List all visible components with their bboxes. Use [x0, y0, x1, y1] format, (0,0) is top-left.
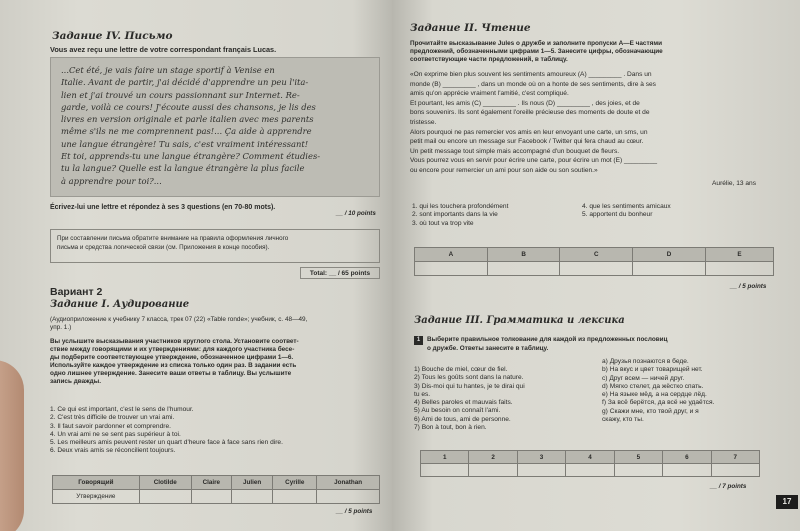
list-item: a) Друзья познаются в беде. [602, 358, 689, 365]
list-item: 2) Tous les goûts sont dans la nature. [414, 374, 524, 382]
table-header: Jonathan [317, 476, 380, 490]
total-score: Total: __ / 65 points [300, 267, 380, 279]
task4-intro: Vous avez reçu une lettre de votre correspondant français Lucas. [50, 45, 277, 54]
list-item: 2. sont importants dans la vie [412, 211, 498, 219]
task2-title: Задание II. Чтение [410, 22, 531, 34]
list-item: скажу, кто ты. [602, 416, 644, 424]
instruction-line: ды подберите соответствующее утверждение, обозначенное цифрами 1—6. [50, 354, 294, 361]
meaning-list [602, 358, 782, 424]
answer-cell[interactable] [415, 262, 488, 276]
listening-instructions [50, 338, 385, 386]
table-header: D [633, 248, 706, 262]
note-line: При составлении письма обратите внимание на правила оформления личного [57, 235, 289, 242]
list-item: 3. où tout va trop vite [412, 219, 474, 227]
proverb-list [414, 366, 594, 432]
answer-cell[interactable] [517, 464, 565, 477]
list-item: 6. Deux vrais amis se réconcilient toujours. [50, 447, 176, 455]
letter-line: garde, voilà ce cours! J'écoute aussi des chansons, je lis des [61, 101, 316, 112]
table-row-label: Утверждение [53, 490, 140, 504]
letter-line: Et toi, apprends-tu une langue étrangère? Comment étudies- [61, 151, 321, 162]
instruction-line: предложений, обозначенными цифрами 1—5. Занесите цифры, обозначающие [410, 48, 663, 55]
statement-list [50, 406, 385, 456]
passage-line: amis qu'on apprécie vraiment l'amitié, c'est compliqué. [410, 90, 569, 98]
answer-cell[interactable] [317, 490, 380, 504]
task3-title: Задание III. Грамматика и лексика [414, 315, 625, 326]
table-header: A [415, 248, 488, 262]
answer-cell[interactable] [633, 262, 706, 276]
answer-cell[interactable] [711, 464, 759, 477]
grammar-instructions [414, 336, 784, 353]
reading-instructions [410, 40, 780, 64]
passage-author: Aurélie, 13 ans [712, 180, 756, 187]
table-header: 4 [566, 451, 614, 464]
audio-ref-line: упр. 1.) [50, 324, 72, 331]
letter-line: une langue étrangère! Tu sais, c'est vraiment intéressant! [61, 138, 309, 149]
answer-cell[interactable] [487, 262, 560, 276]
list-item: 5. apportent du bonheur [582, 211, 653, 219]
table-header: B [487, 248, 560, 262]
list-item: 4. Un vrai ami ne se sent pas supérieur à toi. [50, 430, 181, 438]
thumb [0, 360, 24, 531]
listening-answer-table [52, 475, 380, 504]
instruction-line: запись дважды. [50, 378, 101, 385]
passage-line: monde (B) _________ , dans un monde où on a honte de ses sentiments, dire à ses [410, 80, 656, 88]
table-header: 3 [517, 451, 565, 464]
passage-line: «On exprime bien plus souvent les sentiments amoureux (A) _________ . Dans un [410, 71, 652, 78]
list-item: 1. Ce qui est important, c'est le sens de l'humour. [50, 406, 194, 413]
table-header: C [560, 248, 633, 262]
list-item: b) На вкус и цвет товарищей нет. [602, 366, 703, 374]
table-header: Cyrille [273, 476, 317, 490]
instruction-line: ствие между говорящими и их утверждениями: для каждого участника бесе- [50, 346, 295, 353]
table-header: E [705, 248, 773, 262]
instruction-line: соответствующие части предложений, в таблицу. [410, 56, 568, 63]
passage-line: Et pourtant, les amis (C) _________ . Ils nous (D) _________ , des joies, et de [410, 99, 640, 107]
left-page [0, 0, 392, 531]
letter-line: à apprendre pour toi?... [61, 175, 162, 186]
answer-cell[interactable] [705, 262, 773, 276]
list-item: c) Друг всем — ничей друг. [602, 374, 685, 382]
letter-line: livres en version originale et parle italien avec mes parents [61, 114, 314, 125]
letter-line: Italie. Avant de partir, j'ai décidé d'apprendre un peu l'ita- [61, 77, 309, 88]
table-header: 5 [614, 451, 662, 464]
letter-line: ...Cet été, je vais faire un stage sportif à Venise en [61, 65, 275, 75]
points-7: __ / 7 points [710, 483, 747, 490]
instruction-line: Вы услышите высказывания участников круглого стола. Установите соответ- [50, 338, 299, 345]
passage-line: Alors pourquoi ne pas remercier vos amis en leur envoyant une carte, un sms, un [410, 128, 648, 136]
table-header: Clotilde [139, 476, 191, 490]
exercise-number: 1 [414, 336, 423, 345]
write-task: Écrivez-lui une lettre et répondez à ses 3 questions (en 70-80 mots). [50, 204, 276, 211]
answer-cell[interactable] [421, 464, 469, 477]
answer-cell[interactable] [273, 490, 317, 504]
variant-title: Вариант 2 [50, 286, 103, 298]
list-item: 2. C'est très difficile de trouver un vrai ami. [50, 414, 175, 422]
list-item: g) Скажи мне, кто твой друг, и я [602, 407, 699, 415]
answer-cell[interactable] [469, 464, 517, 477]
list-item: 4) Belles paroles et mauvais faits. [414, 399, 513, 407]
passage-line: Un petit message tout simple mais accompagné d'un bouquet de fleurs. [410, 147, 620, 155]
answer-cell[interactable] [663, 464, 711, 477]
passage-line: bons souvenirs. Ils sont également l'oreille précieuse des moments de doute et de [410, 109, 650, 117]
points-5: __ / 5 points [336, 508, 373, 515]
table-header: 6 [663, 451, 711, 464]
list-item: 4. que les sentiments amicaux [582, 203, 671, 210]
instruction-line: Прочитайте высказывание Jules о дружбе и заполните пропуски A—E частями [410, 40, 663, 47]
table-header: 2 [469, 451, 517, 464]
table-header: Julien [231, 476, 273, 490]
list-item: 1. qui les touchera profondément [412, 203, 509, 210]
list-item: e) На языке мёд, а на сердце лёд. [602, 391, 707, 399]
page-number: 17 [776, 495, 798, 509]
list-item: 5. Les meilleurs amis peuvent rester un quart d'heure face à face sans rien dire. [50, 439, 283, 447]
note-box [50, 229, 380, 263]
task4-title: Задание IV. Письмо [52, 30, 173, 42]
list-item: f) За всё берётся, да всё не удаётся. [602, 399, 715, 407]
points-10: __ / 10 points [336, 210, 376, 217]
answer-cell[interactable] [560, 262, 633, 276]
audio-ref-line: (Аудиоприложение к учебнику 7 класса, трек 07 (22) «Table ronde»; учебник, с. 48—49, [50, 316, 308, 323]
passage-line: tristesse. [410, 118, 437, 126]
list-item: d) Мягко стелет, да жёстко спать. [602, 382, 704, 390]
table-header: 7 [711, 451, 759, 464]
options-left [412, 203, 508, 228]
reading-answer-table [414, 247, 774, 276]
letter-line: lien et j'ai trouvé un cours passionnant sur Internet. Re- [61, 89, 300, 100]
list-item: 5) Au besoin on connaît l'ami. [414, 407, 501, 415]
instruction-line: Используйте каждое утверждение из списка только один раз. В задании есть [50, 362, 297, 369]
passage-line: Vous pourrez vous en servir pour écrire une carte, pour écrire un mot (E) _________ [410, 157, 658, 165]
list-item: 3. Il faut savoir pardonner et comprendre. [50, 422, 171, 430]
table-header: 1 [421, 451, 469, 464]
points-5: __ / 5 points [730, 283, 767, 290]
right-page [392, 0, 800, 531]
audio-reference [50, 316, 385, 332]
list-item: 1) Bouche de miel, cœur de fiel. [414, 366, 508, 373]
answer-cell[interactable] [566, 464, 614, 477]
letter-line: tu la langue? Quelle est la langue étrangère la plus facile [61, 163, 305, 174]
letter-line: même s'ils ne me comprennent pas!... Ça aide à apprendre [61, 126, 312, 137]
list-item: tu es. [414, 390, 431, 398]
table-header: Claire [191, 476, 231, 490]
list-item: 7) Bon à tout, bon à rien. [414, 424, 487, 432]
passage-line: petit mail ou encore un message sur Facebook / Twitter qui fera chaud au cœur. [410, 138, 644, 146]
grammar-answer-table [420, 450, 760, 477]
options-right [582, 203, 671, 220]
list-item: 6) Ami de tous, ami de personne. [414, 415, 511, 423]
table-header: Говорящий [53, 476, 140, 490]
task1-title: Задание I. Аудирование [50, 299, 190, 310]
answer-cell[interactable] [231, 490, 273, 504]
note-line: письма и средства логической связи (см. Приложения в конце пособия). [57, 244, 270, 251]
answer-cell[interactable] [191, 490, 231, 504]
reading-passage [410, 70, 782, 176]
instruction-line: Выберите правильное толкование для каждой из предложенных пословиц [427, 336, 668, 343]
list-item: 3) Dis-moi qui tu hantes, je te dirai qui [414, 382, 525, 390]
instruction-line: одно лишнее утверждение. Занесите ваши ответы в таблицу. Вы услышите [50, 370, 292, 377]
instruction-line: о дружбе. Ответы занесите в таблицу. [427, 345, 549, 352]
answer-cell[interactable] [139, 490, 191, 504]
letter-box [50, 57, 380, 197]
passage-line: ou encore pour remercier un ami pour son aide ou son soutien.» [410, 166, 598, 174]
answer-cell[interactable] [614, 464, 662, 477]
